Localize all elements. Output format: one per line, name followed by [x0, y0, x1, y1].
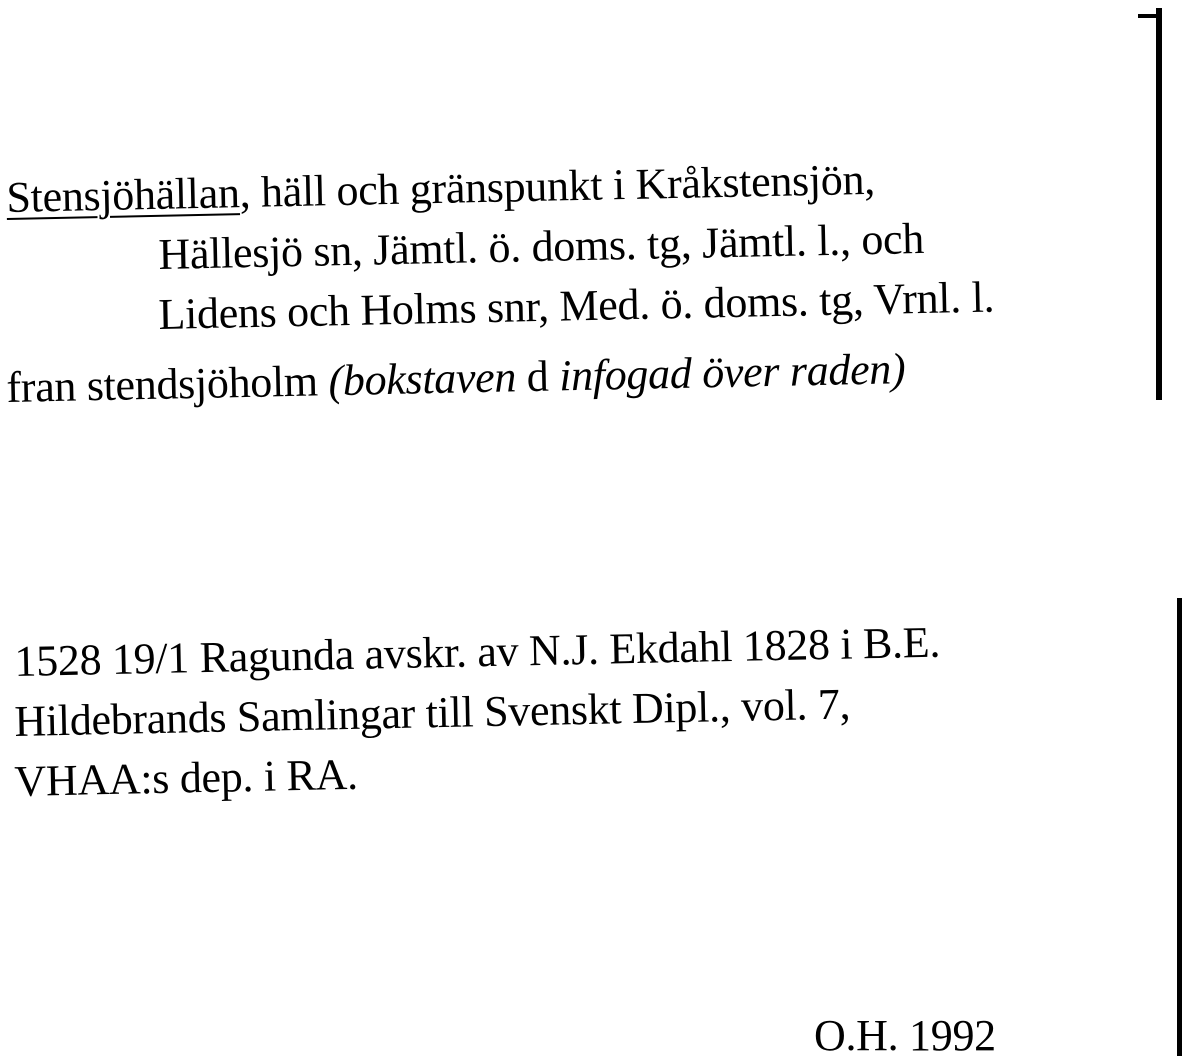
source-line-3: VHAA:s dep. i RA.: [13, 749, 359, 806]
headword-line-3: Lidens och Holms snr, Med. ö. doms. tg, Vrnl. l.: [157, 272, 995, 339]
form-note-2: infogad över raden): [558, 344, 906, 401]
form-letter: d: [515, 351, 560, 402]
scan-edge-bottom: [1177, 598, 1182, 1056]
source-line-1: 1528 19/1 Ragunda avskr. av N.J. Ekdahl 1828 i B.E.: [13, 617, 941, 686]
scan-edge-tick: [1138, 14, 1160, 18]
form-note-1: (bokstaven: [327, 352, 517, 406]
headword-name: Stensjöhällan: [5, 168, 241, 222]
source-line-2: Hildebrands Samlingar till Svenskt Dipl., vol. 7,: [13, 679, 851, 746]
headword-line-1: [5, 154, 876, 222]
headword-description: , häll och gränspunkt i Kråkstensjön,: [239, 154, 876, 218]
scan-edge-top: [1156, 8, 1162, 400]
form-text: fran stendsjöholm: [5, 356, 330, 412]
attested-form: [5, 344, 906, 412]
signature: O.H. 1992: [814, 1011, 996, 1060]
headword-line-2: Hällesjö sn, Jämtl. ö. doms. tg, Jämtl. l., och: [157, 213, 925, 279]
